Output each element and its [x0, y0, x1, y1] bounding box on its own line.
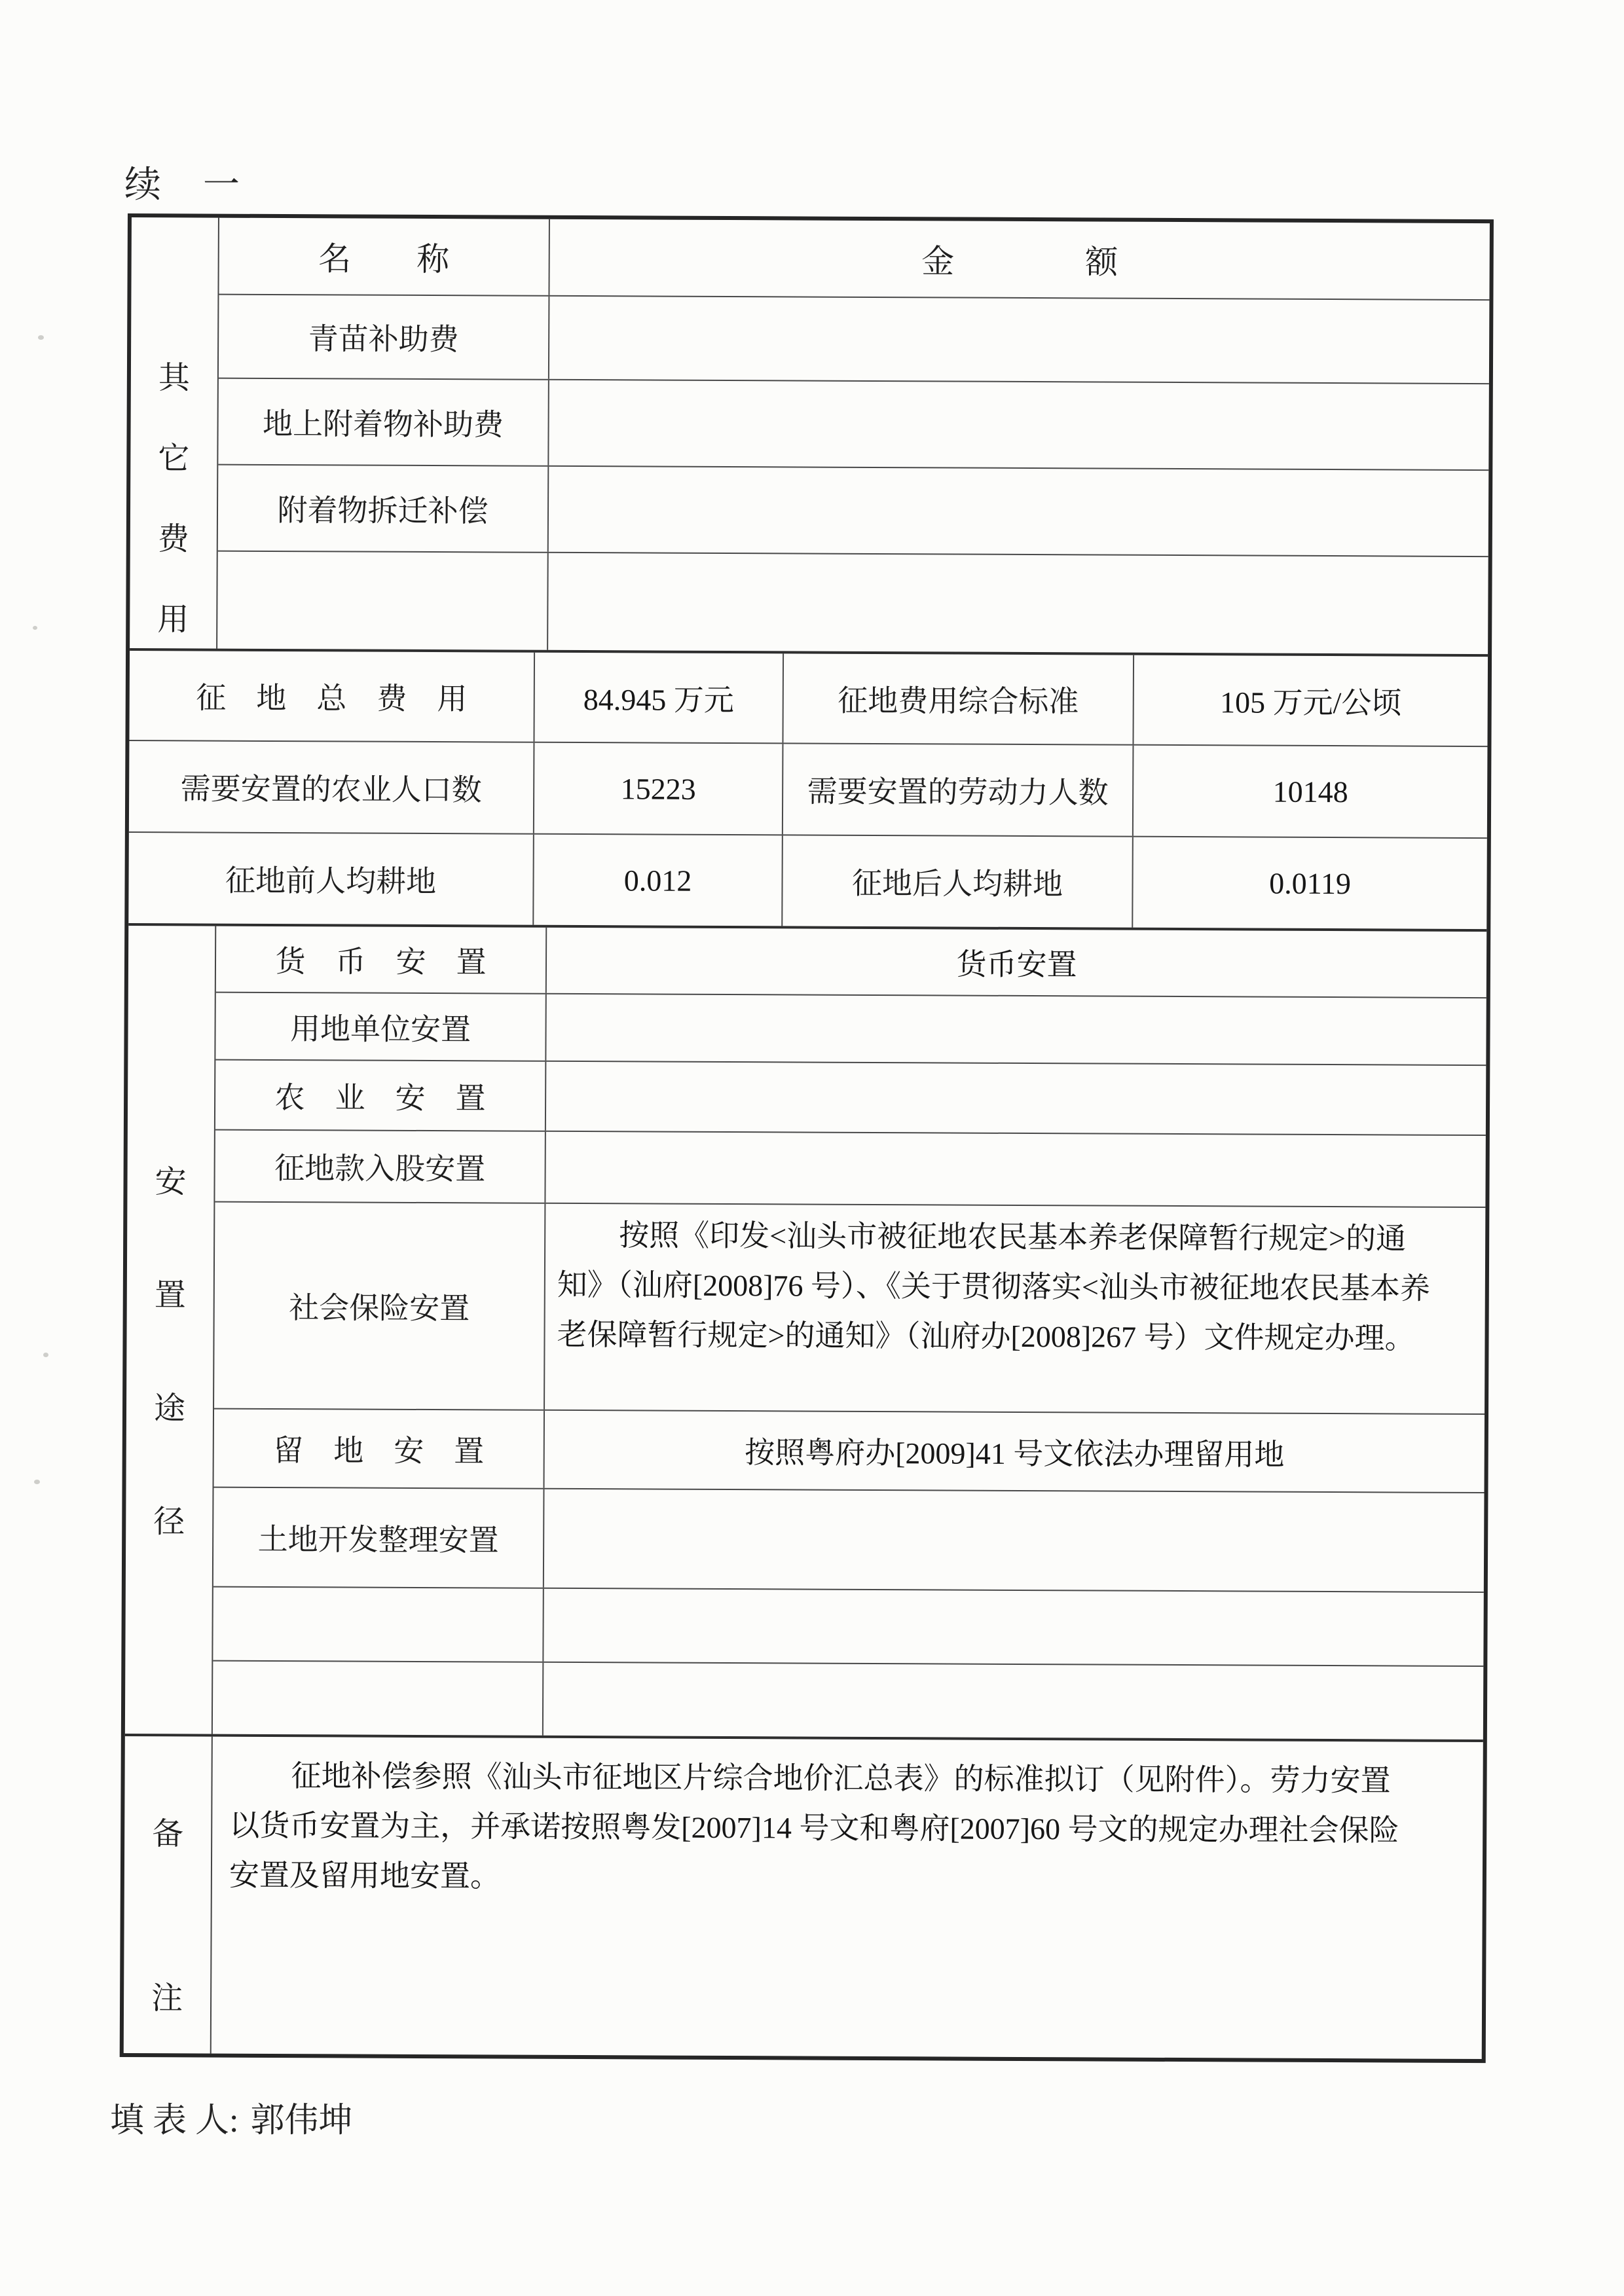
- fee-amount: [549, 297, 1490, 383]
- table-row: [128, 833, 1487, 929]
- table-row: [213, 1662, 1483, 1740]
- channel-label: 留 地 安 置: [214, 1410, 545, 1488]
- channel-value: [544, 1589, 1483, 1666]
- channel-label: 农 业 安 置: [215, 1061, 546, 1131]
- scan-speck: [33, 626, 37, 630]
- group-label-char: 安: [155, 1165, 187, 1200]
- group-label-char: 用: [157, 602, 189, 638]
- fee-name-header: 名 称: [219, 218, 550, 295]
- stat-value: 10148: [1272, 774, 1348, 809]
- stat-label: 征地费用综合标准: [783, 653, 1134, 744]
- channel-value: [546, 994, 1486, 1065]
- fee-name: [217, 552, 549, 650]
- stat-label: 征地前人均耕地: [128, 833, 534, 925]
- fee-amount: [549, 380, 1489, 469]
- fee-name: 地上附着物补助费: [218, 379, 549, 465]
- resettlement-rows: [213, 926, 1486, 1740]
- scan-speck: [38, 335, 44, 340]
- table-row: [129, 741, 1488, 839]
- table-row: [218, 465, 1489, 557]
- stats-rows: [128, 651, 1488, 929]
- channel-label: 社会保险安置: [214, 1203, 545, 1410]
- fee-amount-header: 金 额: [921, 243, 1118, 281]
- other-fees-group-label: [130, 217, 219, 649]
- other-fees-section: [130, 217, 1490, 657]
- channel-value-cell: [545, 1204, 1485, 1413]
- remarks-section: [124, 1736, 1483, 2059]
- table-row: [218, 379, 1489, 471]
- channel-label: [213, 1588, 544, 1662]
- stat-label: 需要安置的农业人口数: [129, 741, 535, 833]
- channel-label: 货 币 安 置: [216, 926, 547, 993]
- table-row: [213, 1488, 1485, 1593]
- fee-amount: [548, 553, 1488, 654]
- channel-value: [544, 1489, 1485, 1592]
- channel-label: 用地单位安置: [215, 993, 546, 1061]
- table-row: [214, 1203, 1485, 1415]
- fee-amount: [549, 467, 1489, 556]
- group-label-char: 它: [158, 441, 190, 477]
- table-row: [219, 218, 1489, 301]
- channel-value: [545, 1132, 1485, 1207]
- fee-name: 附着物拆迁补偿: [218, 465, 549, 552]
- channel-label: 土地开发整理安置: [213, 1488, 545, 1588]
- fee-name: 青苗补助费: [219, 295, 550, 379]
- scan-speck: [43, 1353, 48, 1357]
- channel-value: 按照粤府办[2009]41 号文依法办理留用地: [745, 1436, 1285, 1472]
- form-filler-line: [110, 2092, 352, 2141]
- group-label-char: 途: [153, 1391, 186, 1427]
- stat-value: 84.945 万元: [534, 653, 784, 743]
- group-label-char: 置: [154, 1278, 186, 1313]
- remarks-text: 征地补偿参照《汕头市征地区片综合地价汇总表》的标准拟订（见附件）。劳力安置以货币安置为主，并承诺按照粤发[2007]14 号文和粤府[2007]60 号文的规定办理社会保险安置及留用地安置。: [229, 1759, 1399, 1893]
- group-label-char: 径: [153, 1504, 185, 1540]
- stat-value: 0.012: [534, 835, 783, 926]
- table-row: [215, 1131, 1485, 1208]
- stat-label: 征 地 总 费 用: [129, 651, 535, 742]
- group-label-char: 备: [152, 1817, 184, 1852]
- stat-value: 105 万元/公顷: [1220, 685, 1402, 720]
- table-row: [215, 993, 1486, 1066]
- table-row: [217, 552, 1488, 654]
- table-row: [216, 926, 1486, 998]
- channel-label: 征地款入股安置: [215, 1131, 545, 1203]
- table-row: [219, 295, 1490, 384]
- group-label-char: 注: [151, 1981, 183, 2016]
- stat-label: 需要安置的劳动力人数: [783, 744, 1134, 835]
- social-insurance-policy-text: 按照《印发<汕头市被征地农民基本养老保障暂行规定>的通知》（汕府[2008]76 号）、《关于贯彻落实<汕头市被征地农民基本养老保障暂行规定>的通知》（汕府办[2008]267 号）文件规定办理。: [557, 1218, 1431, 1355]
- filler-name: 郭伟坤: [250, 2102, 353, 2140]
- group-label-char: 其: [158, 361, 191, 396]
- remarks-cell: [212, 1737, 1483, 2059]
- channel-label: [213, 1662, 544, 1736]
- channel-value: 货币安置: [956, 947, 1077, 982]
- remarks-group-label: [124, 1736, 213, 2054]
- land-requisition-table: [120, 213, 1494, 2063]
- group-label-char: 费: [157, 522, 189, 557]
- channel-value: [546, 1062, 1486, 1135]
- stat-value: 0.0119: [1269, 866, 1352, 900]
- table-row: [214, 1410, 1485, 1493]
- stats-section: [128, 651, 1488, 932]
- channel-value: [544, 1663, 1483, 1740]
- table-row: [213, 1588, 1483, 1667]
- stat-value: 15223: [534, 743, 784, 835]
- filler-label: 填 表 人:: [110, 2102, 239, 2140]
- table-row: [129, 651, 1488, 747]
- other-fees-rows: [217, 218, 1490, 654]
- resettlement-section: [125, 926, 1486, 1742]
- resettlement-group-label: [125, 926, 216, 1734]
- stat-label: 征地后人均耕地: [783, 835, 1134, 927]
- scan-speck: [34, 1480, 40, 1484]
- continuation-label: 续 一: [124, 165, 242, 206]
- table-row: [215, 1061, 1486, 1136]
